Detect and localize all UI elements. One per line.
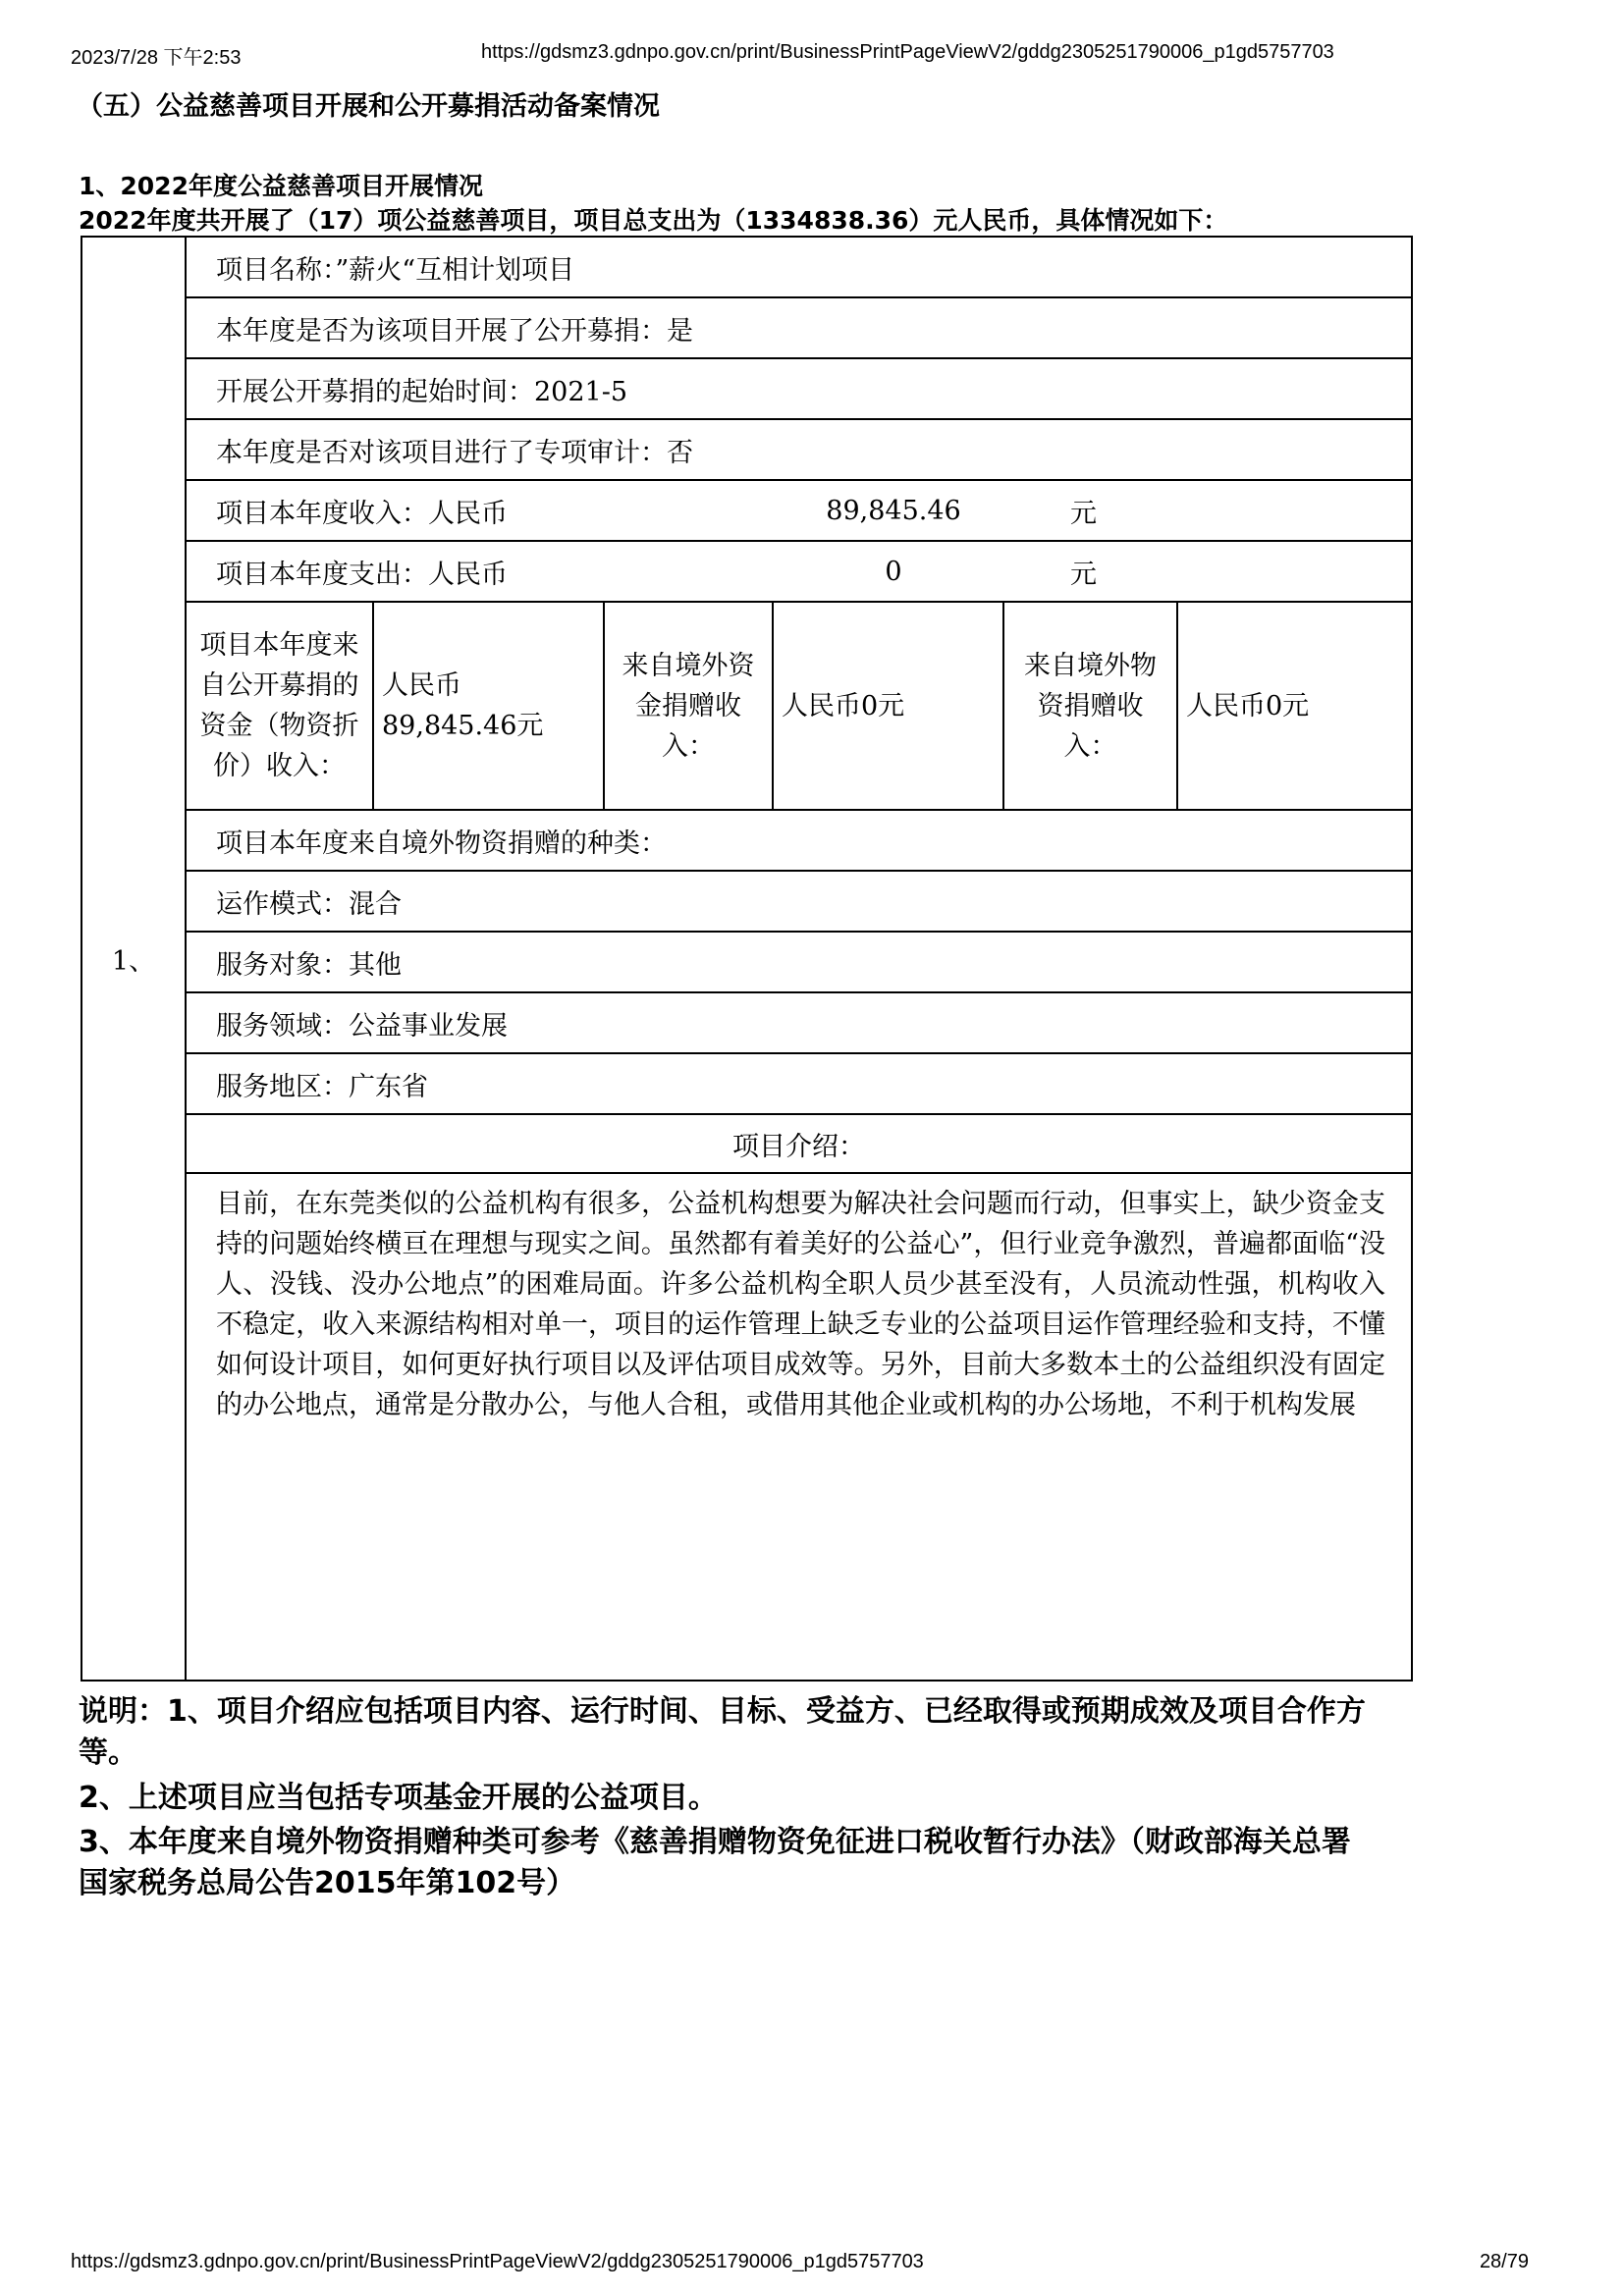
public-funds-value: 人民币89,845.46元 — [373, 603, 604, 809]
expense-label: 项目本年度支出：人民币 — [216, 559, 508, 590]
overseas-goods-value: 人民币0元 — [1186, 690, 1310, 721]
note-1: 说明：1、项目介绍应包括项目内容、运行时间、目标、受益方、已经取得或预期成效及项目合作方等。 — [79, 1694, 1366, 1770]
overseas-goods-label: 来自境外物资捐赠收入： — [1003, 603, 1177, 809]
project-index: 1、 — [81, 237, 186, 1681]
summary-line: 2022年度共开展了（17）项公益慈善项目，项目总支出为（1334838.36）元人民币，具体情况如下： — [79, 206, 1228, 235]
overseas-cash-label: 来自境外资金捐赠收入： — [604, 603, 773, 809]
income-value: 89,845.46 — [826, 495, 961, 526]
service-target: 服务对象：其他 — [186, 932, 1412, 992]
section-title: （五）公益慈善项目开展和公开募捐活动备案情况 — [77, 91, 660, 122]
project-name: 项目名称：”薪火“互相计划项目 — [186, 237, 1412, 297]
service-region: 服务地区：广东省 — [186, 1053, 1412, 1114]
print-datetime: 2023/7/28 下午2:53 — [71, 47, 242, 69]
print-url: https://gdsmz3.gdnpo.gov.cn/print/BusinessPrintPageViewV2/gddg2305251790006_p1gd5757703 — [481, 41, 1334, 63]
overseas-cash-value: 人民币0元 — [773, 603, 1003, 809]
overseas-goods-type: 项目本年度来自境外物资捐赠的种类： — [186, 810, 1412, 871]
income-row — [186, 480, 1412, 541]
intro-text: 目前，在东莞类似的公益机构有很多，公益机构想要为解决社会问题而行动，但事实上，缺少资金支持的问题始终横亘在理想与现实之间。虽然都有着美好的公益心”，但行业竞争激烈，普遍都面临“没人、没钱、没办公地点”的困难局面。许多公益机构全职人员少甚至没有，人员流动性强，机构收入不稳定，收入来源结构相对单一，项目的运作管理上缺乏专业的公益项目运作管理经验和支持，不懂如何设计项目，如何更好执行项目以及评估项目成效等。另外，目前大多数本土的公益组织没有固定的办公地点，通常是分散办公，与他人合租，或借用其他企业或机构的办公场地，不利于机构发展 — [186, 1173, 1412, 1681]
operation-mode: 运作模式：混合 — [186, 871, 1412, 932]
expense-unit: 元 — [1070, 559, 1097, 590]
income-label: 项目本年度收入：人民币 — [216, 498, 508, 529]
footer-url: https://gdsmz3.gdnpo.gov.cn/print/BusinessPrintPageViewV2/gddg2305251790006_p1gd5757703 — [71, 2251, 924, 2272]
public-fundraising: 本年度是否为该项目开展了公开募捐：是 — [186, 297, 1412, 358]
project-table — [81, 236, 1413, 1682]
subsection-title: 1、2022年度公益慈善项目开展情况 — [79, 172, 483, 200]
service-field: 服务领域：公益事业发展 — [186, 992, 1412, 1053]
intro-title: 项目介绍： — [186, 1114, 1412, 1173]
note-3: 3、本年度来自境外物资捐赠种类可参考《慈善捐赠物资免征进口税收暂行办法》（财政部海关总署 国家税务总局公告2015年第102号） — [79, 1825, 1351, 1900]
income-unit: 元 — [1070, 498, 1097, 529]
note-2: 2、上述项目应当包括专项基金开展的公益项目。 — [79, 1781, 718, 1815]
expense-value: 0 — [885, 556, 902, 587]
expense-row — [186, 541, 1412, 602]
public-funds-label: 项目本年度来自公开募捐的资金（物资折价）收入： — [187, 603, 373, 809]
special-audit: 本年度是否对该项目进行了专项审计：否 — [186, 419, 1412, 480]
fundraising-start-time: 开展公开募捐的起始时间：2021-5 — [186, 358, 1412, 419]
public-funds-row — [186, 602, 1412, 810]
page-number: 28/79 — [1479, 2251, 1529, 2272]
